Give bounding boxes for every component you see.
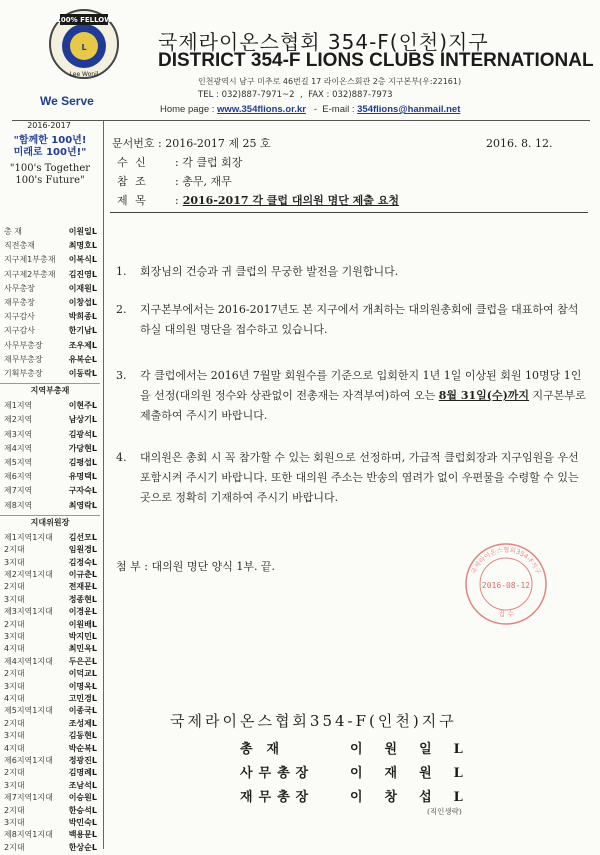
sidebar-roster-row <box>4 456 99 470</box>
sidebar-roster-row <box>4 353 99 367</box>
web-line: Home page : www.354flions.or.kr - E-mail : 354flions@hanmail.net <box>160 104 461 115</box>
fax-label: FAX : <box>308 90 333 100</box>
sidebar-roster-row <box>4 339 99 353</box>
sidebar-roster-row <box>4 282 99 296</box>
sidebar-roster-row <box>4 253 99 267</box>
roster-title: 3지대 <box>4 780 25 790</box>
slogan-ko-line: 미래로 100년!" <box>13 147 87 158</box>
logo-top-text: 100% FELLOW <box>56 16 112 24</box>
stamp-date: 2016-08-12 <box>481 581 531 590</box>
roster-name: 김광석L <box>68 429 97 439</box>
roster-name: 남상기L <box>68 415 97 425</box>
roster-name: 두은곤L <box>68 656 97 666</box>
roster-name: 최민옥L <box>68 644 97 654</box>
roster-name: 조성제L <box>68 718 97 728</box>
roster-title: 제5지역1지대 <box>4 706 53 716</box>
roster-title: 2지대 <box>4 669 25 679</box>
seal-omitted-note: (직인생략) <box>427 807 462 816</box>
roster-title: 제7지역1지대 <box>4 793 53 803</box>
roster-name: 이덕교L <box>68 669 97 679</box>
roster-title: 총 재 <box>4 227 22 236</box>
roster-name: 유복순L <box>68 354 97 364</box>
roster-title: 사무총장 <box>4 283 35 293</box>
roster-name: 박희종L <box>68 312 97 322</box>
roster-title: 4지대 <box>4 694 25 703</box>
roster-name: 정종현L <box>68 594 97 604</box>
sidebar-roster-row <box>4 442 99 456</box>
roster-title: 제8지역 <box>4 500 33 510</box>
homepage-label: Home page : <box>160 104 218 115</box>
slogan-en-line: 100's Future" <box>15 175 85 186</box>
roster-name: 이재원L <box>68 283 97 293</box>
roster-name: 최영락L <box>68 500 97 510</box>
roster-name: 임원경L <box>68 545 97 555</box>
roster-title: 제3지역 <box>4 429 33 439</box>
sidebar-roster-row <box>4 324 99 338</box>
lions-100-fellow-logo-icon <box>48 8 120 80</box>
sidebar-officer-list <box>0 121 100 852</box>
sidebar-roster-row <box>4 499 99 513</box>
sidebar-section-divider <box>0 383 100 384</box>
roster-title: 2지대 <box>4 718 25 728</box>
cc-value: : 총무, 재무 <box>175 175 232 188</box>
roster-title: 기획부총장 <box>4 369 43 378</box>
sidebar-roster-row <box>4 239 99 253</box>
attachment-note: 첨 부 : 대의원 명단 양식 1부. 끝. <box>116 560 276 573</box>
paragraph-text: 회장님의 건승과 귀 클럽의 무궁한 발전을 기원합니다. <box>140 265 399 278</box>
tel-label: TEL : <box>198 90 222 100</box>
sidebar-roster-row <box>4 428 99 442</box>
roster-title: 4지대 <box>4 743 25 753</box>
sidebar-term: 2016-2017 <box>27 121 71 130</box>
signature-row <box>240 786 485 805</box>
stamp-bottom-text: 접 수 <box>498 610 514 618</box>
roster-name: 이규춘L <box>68 570 97 579</box>
subject-divider <box>110 212 588 213</box>
roster-title: 2지대 <box>4 582 25 592</box>
roster-name: 이원배L <box>68 619 97 629</box>
paragraph-text <box>116 366 586 426</box>
sidebar-roster-row <box>4 484 99 498</box>
roster-name: 이현주L <box>68 401 97 411</box>
roster-title: 제4지역1지대 <box>4 656 53 666</box>
roster-title: 제5지역 <box>4 458 33 467</box>
roster-title: 재무총장 <box>4 298 35 307</box>
svg-text:L: L <box>81 43 87 52</box>
roster-title: 3지대 <box>4 818 25 827</box>
roster-name: 김진영L <box>68 269 97 279</box>
signature-role: 사무총장 <box>240 766 315 781</box>
sidebar-roster-row <box>4 470 99 484</box>
roster-name: 고민경L <box>68 694 97 703</box>
roster-title: 재무부총장 <box>4 354 43 364</box>
roster-name: 김평섭L <box>68 458 97 467</box>
roster-name: 김선모L <box>68 532 97 542</box>
roster-title: 지구감사 <box>4 326 35 336</box>
signature-name: 이창섭L <box>350 790 485 805</box>
sidebar-roster-row <box>4 841 99 855</box>
paragraph-number: 3. <box>116 369 127 382</box>
roster-title: 제6지역1지대 <box>4 756 53 765</box>
roster-name: 정광진L <box>68 756 97 765</box>
roster-name: 이종국L <box>68 706 97 716</box>
roster-title: 지구제1부총재 <box>4 255 56 265</box>
roster-title: 지구제2부총재 <box>4 269 56 279</box>
roster-name: 박순복L <box>68 743 97 753</box>
sidebar-roster-row <box>4 399 99 413</box>
roster-title: 제6지역 <box>4 472 33 482</box>
roster-title: 직전총재 <box>4 241 35 251</box>
roster-title: 2지대 <box>4 619 25 629</box>
cc-label: 참 조 <box>117 175 148 188</box>
roster-title: 제2지역1지대 <box>4 570 53 579</box>
stamp-top-text: 국제라이온스협회354-F지구 <box>469 545 543 576</box>
roster-name: 한승석L <box>68 805 97 815</box>
roster-name: 김동현L <box>68 731 97 741</box>
signature-row <box>240 738 485 757</box>
org-name-korean: 국제라이온스협회 354-F(인천)지구 <box>158 30 489 54</box>
roster-title: 지구감사 <box>4 312 35 322</box>
roster-title: 4지대 <box>4 644 25 654</box>
roster-title: 제4지역 <box>4 443 33 453</box>
roster-title: 2지대 <box>4 545 25 555</box>
deadline-emphasis: 8월 31일(수)까지 <box>438 389 530 402</box>
signature-name: 이원일L <box>350 742 485 757</box>
homepage-link[interactable]: www.354flions.or.kr <box>217 104 306 115</box>
roster-name: 전재문L <box>68 582 97 592</box>
roster-name: 이동락L <box>68 369 97 378</box>
roster-title: 3지대 <box>4 594 25 604</box>
roster-name: 이창섭L <box>68 298 97 307</box>
roster-title: 사무부총장 <box>4 340 43 350</box>
paragraph <box>116 366 586 426</box>
cc-row <box>117 175 232 189</box>
tel-number: 032)887-7971~2 <box>221 90 295 100</box>
signature-role: 재무총장 <box>240 790 315 805</box>
sidebar-roster-row <box>4 413 99 427</box>
signature-row <box>240 762 485 781</box>
paragraph-text: 지구본부에서는 2016-2017년도 본 지구에서 개최하는 대의원총회에 클럽을 대표하여 참석하실 대의원 명단을 접수하고 있습니다. <box>140 303 579 336</box>
recipient-row <box>117 156 242 170</box>
sidebar-divider <box>103 121 104 849</box>
received-stamp-icon <box>462 540 550 628</box>
sidebar-roster-row <box>4 296 99 310</box>
paragraph-number: 2. <box>116 303 127 316</box>
sidebar-roster-row <box>4 268 99 282</box>
roster-name: 최명호L <box>68 241 97 251</box>
sidebar-section-heading: 지대위원장 <box>30 517 70 527</box>
sidebar-section-heading: 지역부총재 <box>30 386 70 396</box>
roster-name: 박지민L <box>68 632 97 641</box>
roster-name: 박민숙L <box>68 818 97 827</box>
roster-name: 한상순L <box>68 842 97 852</box>
roster-name: 이복식L <box>68 255 97 265</box>
roster-name: 이승원L <box>68 793 97 803</box>
subject-label: 제 목 <box>117 194 148 207</box>
roster-title: 제3지역1지대 <box>4 607 53 617</box>
roster-name: 김명례L <box>68 768 97 778</box>
roster-title: 제8지역1지대 <box>4 830 53 840</box>
paragraph-number: 1. <box>116 265 127 278</box>
logo-bottom-text: Lee Wonil <box>69 71 99 78</box>
paragraph-text-part: 각 클럽에서는 2016년 7월말 회원수를 기준으로 입회한지 1년 1일 이상된 회원 10명당 1인을 선정(대의원 정수와 상관없이 전총재는 자격부여)하여 오는 <box>140 369 582 402</box>
roster-title: 3지대 <box>4 731 25 741</box>
subject-colon: : <box>175 194 179 207</box>
roster-title: 2지대 <box>4 842 25 852</box>
roster-title: 제7지역 <box>4 486 33 496</box>
signature-name: 이재원L <box>350 766 485 781</box>
address: 인천광역시 남구 미추로 46번길 17 라이온스회관 2층 지구본부(우:22161) <box>198 77 462 86</box>
org-name-english: DISTRICT 354-F LIONS CLUBS INTERNATIONAL <box>158 50 594 71</box>
motto: We Serve <box>40 94 94 108</box>
email-label: E-mail : <box>322 104 358 115</box>
paragraph <box>116 262 586 282</box>
paragraph-text-part: 지구본부로 제출하여 주시기 바랍니다. <box>140 389 586 422</box>
roster-name: 구자숙L <box>68 486 97 496</box>
slogan-ko-line: "함께한 100년! <box>13 135 87 146</box>
roster-title: 제1지역 <box>4 401 33 411</box>
sidebar-section-divider <box>0 515 100 516</box>
roster-name: 백용문L <box>68 830 97 840</box>
roster-name: 김정숙L <box>68 557 97 567</box>
signature-role: 총재 <box>240 742 294 757</box>
subject-value: 2016-2017 각 클럽 대의원 명단 제출 요청 <box>182 194 400 207</box>
roster-title: 2지대 <box>4 768 25 778</box>
signature-org: 국제라이온스협회354-F(인천)지구 <box>170 712 457 730</box>
roster-title: 3지대 <box>4 557 25 567</box>
paragraph <box>116 448 586 508</box>
paragraph <box>116 300 586 340</box>
sidebar-roster-row <box>4 367 99 381</box>
fax-number: 032)887-7973 <box>332 90 393 100</box>
document-number: 문서번호 : 2016-2017 제 25 호 <box>112 137 271 150</box>
paragraph-text: 대의원은 총회 시 꼭 참가할 수 있는 회원으로 선정하며, 가급적 클럽회장과 지구임원을 우선 포함시켜 주시기 바랍니다. 또한 대의원 주소는 반송의 염려가 없이 우편물을 수령할 수 있는 곳으로 정확히 기재하여 주시기 바랍니다. <box>140 451 579 504</box>
sidebar-roster-row <box>4 310 99 324</box>
sidebar-roster-row <box>4 225 99 239</box>
roster-name: 유명택L <box>68 472 97 482</box>
roster-name: 조남석L <box>68 780 97 790</box>
roster-name: 이원일L <box>68 227 97 236</box>
subject-row <box>117 194 399 208</box>
svg-text:국제라이온스협회354-F지구 <box>470 545 543 576</box>
slogan-en-line: "100's Together <box>9 163 91 174</box>
roster-title: 제2지역 <box>4 415 33 425</box>
contact-line: TEL : 032)887-7971~2 , FAX : 032)887-7973 <box>198 90 393 100</box>
roster-title: 3지대 <box>4 632 25 641</box>
roster-title: 3지대 <box>4 681 25 691</box>
roster-title: 제1지역1지대 <box>4 532 53 542</box>
roster-name: 가당현L <box>68 443 97 453</box>
document-date: 2016. 8. 12. <box>486 137 553 150</box>
email-link[interactable]: 354flions@hanmail.net <box>357 104 461 115</box>
paragraph-number: 4. <box>116 451 127 464</box>
roster-name: 이경운L <box>68 607 97 617</box>
roster-title: 2지대 <box>4 805 25 815</box>
recipient-value: : 각 클럽 회장 <box>175 156 243 169</box>
roster-name: 한기남L <box>68 326 97 336</box>
roster-name: 조우제L <box>68 340 97 350</box>
recipient-label: 수 신 <box>117 156 148 169</box>
roster-name: 이명옥L <box>68 681 97 691</box>
